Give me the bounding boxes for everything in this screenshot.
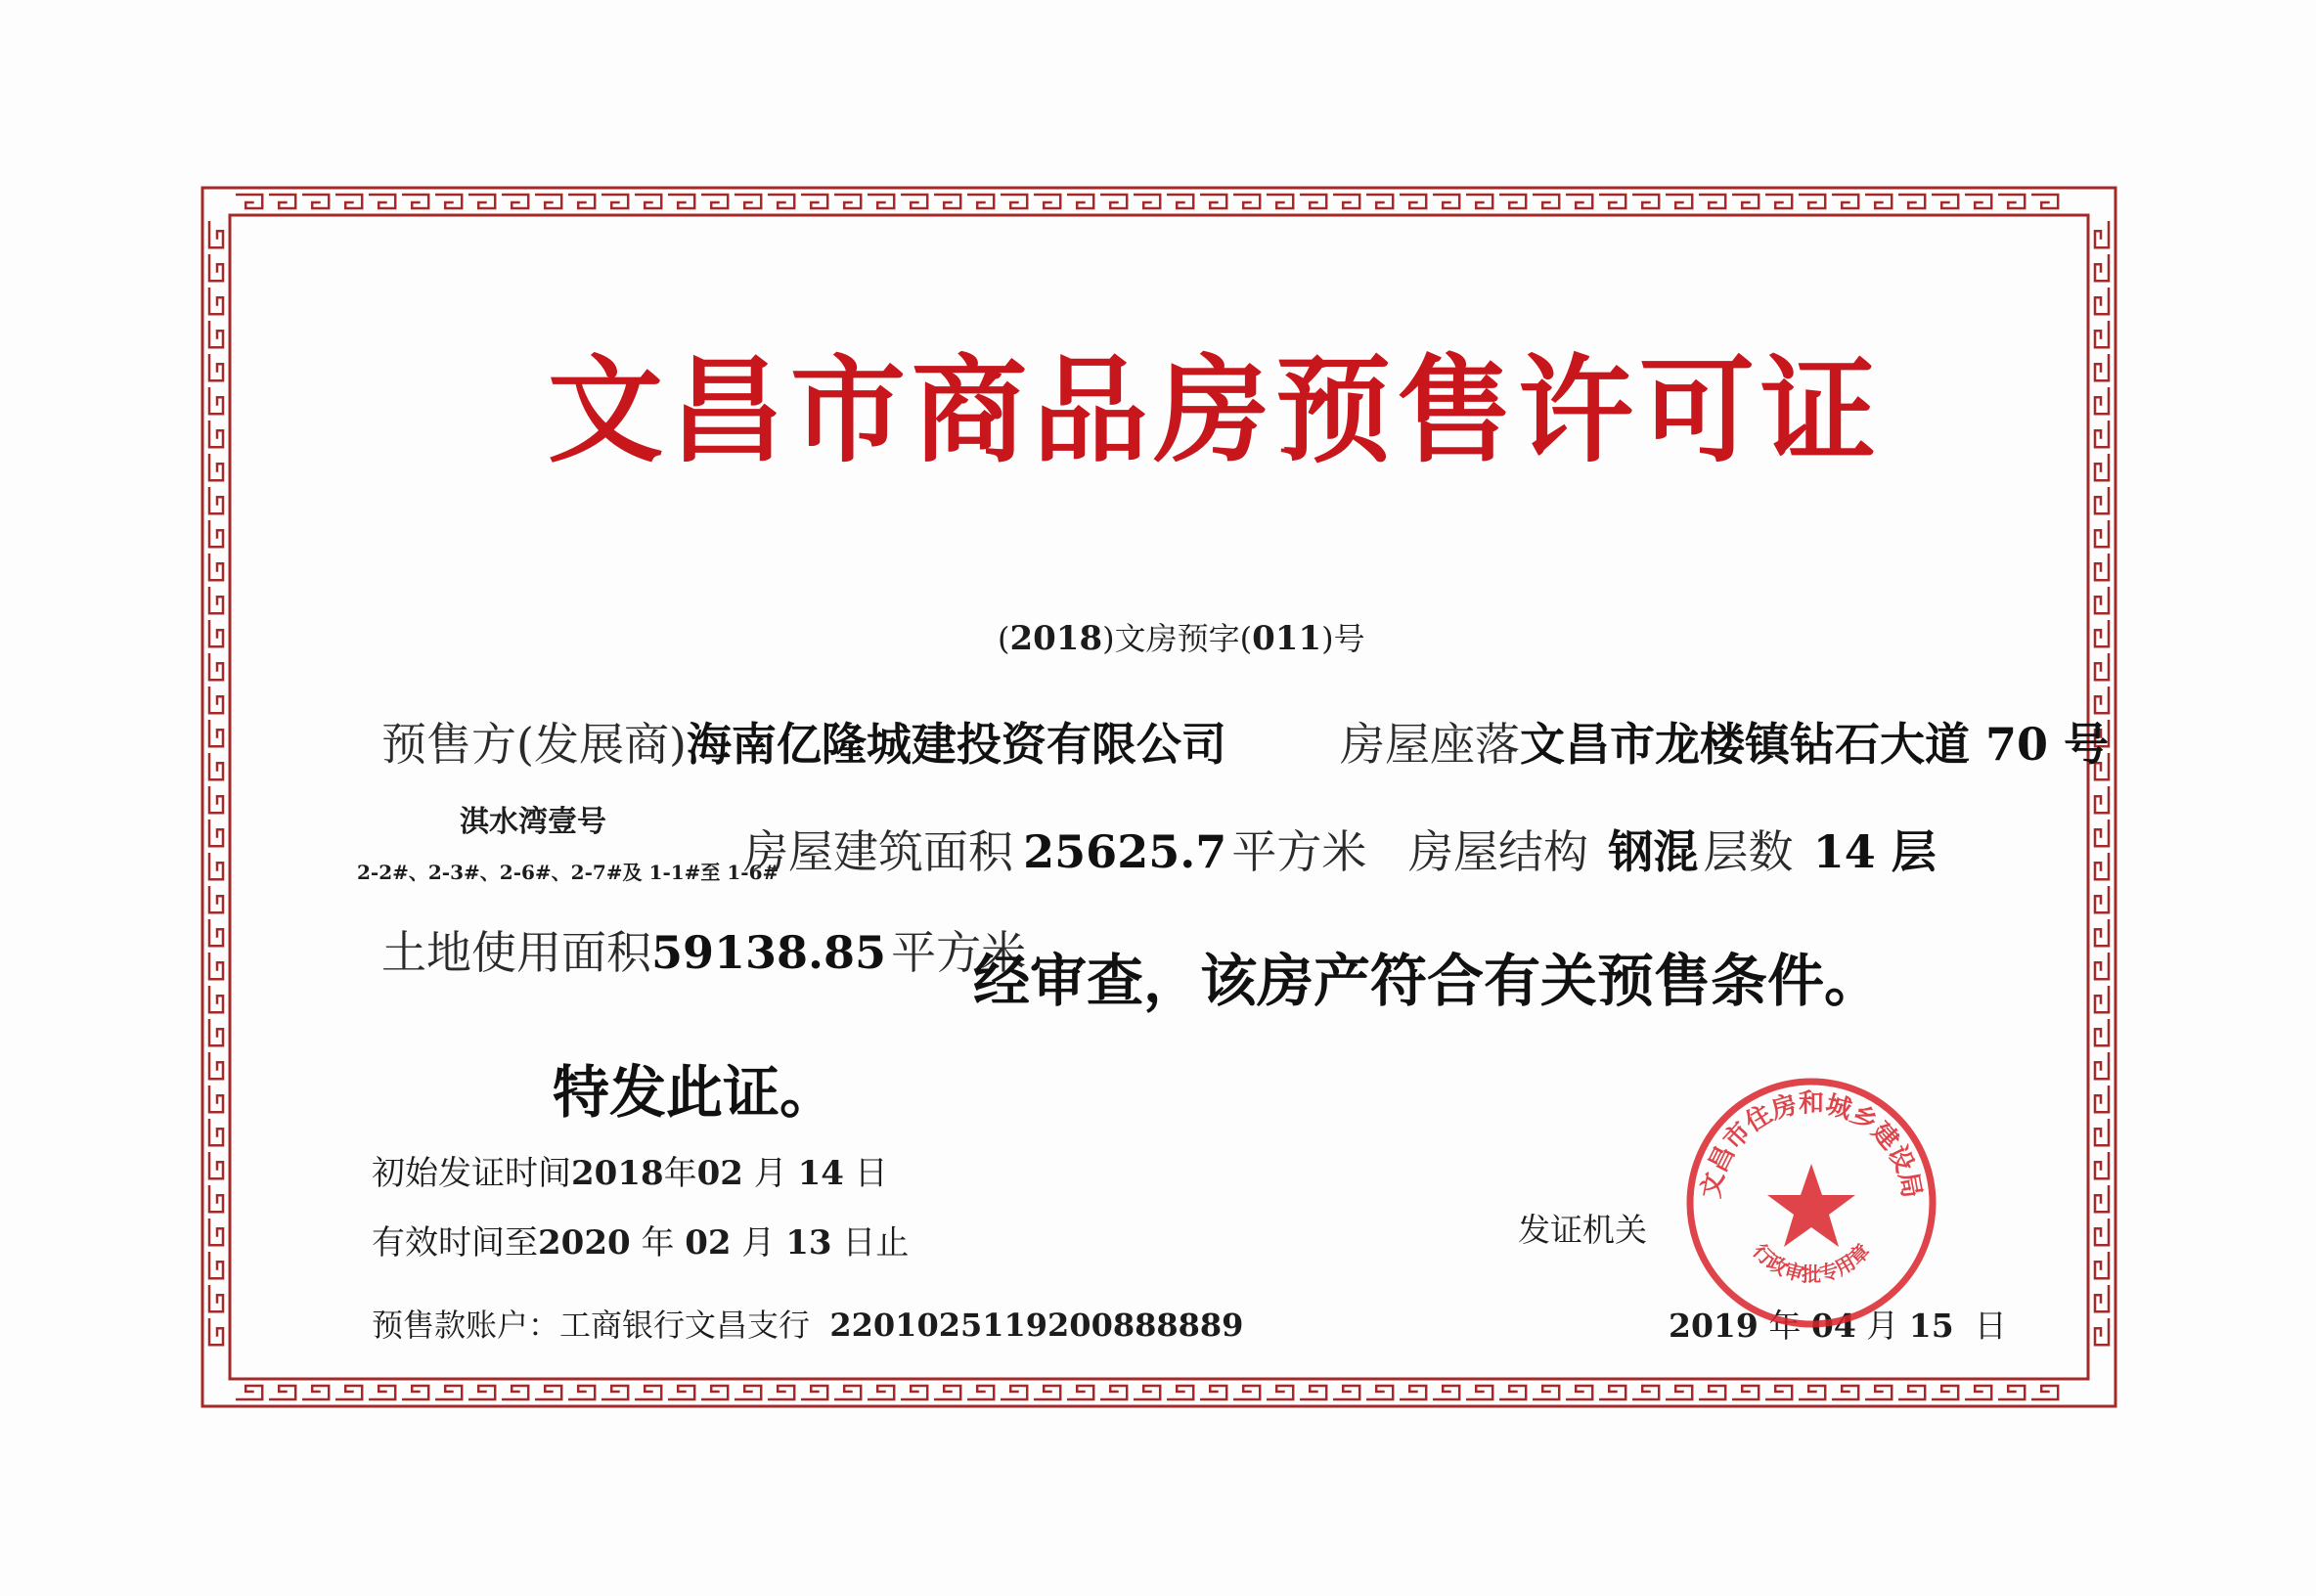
approval-statement: 经审查，该房产符合有关预售条件。 — [973, 948, 1882, 1014]
issue-date-month: 04 — [1810, 1307, 1856, 1345]
cert-no-year: 2018 — [1009, 619, 1103, 658]
valid-until-month-unit: 月 — [741, 1223, 776, 1263]
seal-outer-text: 文昌市住房和城乡建设局 — [1696, 1088, 1927, 1201]
floor-area-value: 25625.7 — [1023, 825, 1227, 878]
structure-row — [1408, 817, 1937, 881]
structure-label: 房屋结构 — [1408, 825, 1588, 878]
valid-until-month: 02 — [685, 1223, 732, 1263]
initial-date-day-unit: 日 — [854, 1154, 888, 1193]
valid-until-day-unit: 日止 — [842, 1223, 910, 1263]
valid-until-date — [372, 1216, 909, 1264]
valid-until-year: 2020 — [538, 1223, 631, 1263]
valid-until-year-unit: 年 — [641, 1223, 675, 1263]
seal-inner-text: 行政审批专用章 — [1748, 1239, 1875, 1287]
location-row — [1340, 709, 2109, 774]
developer-value: 海南亿隆城建投资有限公司 — [686, 718, 1226, 771]
issue-date-year-unit: 年 — [1768, 1307, 1802, 1345]
certificate-title: 文昌市商品房预售许可证 — [548, 343, 1883, 478]
issue-date-day-unit: 日 — [1974, 1307, 2007, 1345]
land-area-row — [381, 917, 1026, 982]
initial-date-day: 14 — [797, 1154, 844, 1193]
cert-no-number: 011 — [1252, 619, 1322, 658]
project-buildings: 2-2#、2-3#、2-6#、2-7#及 1-1#至 1-6# — [357, 861, 779, 884]
cert-no-open: ( — [998, 620, 1010, 657]
issue-date-day: 15 — [1908, 1307, 1954, 1345]
floor-area-unit: 平方米 — [1231, 825, 1367, 878]
issue-date-year: 2019 — [1669, 1307, 1759, 1345]
land-area-value: 59138.85 — [651, 926, 887, 979]
initial-date-year: 2018 — [571, 1154, 664, 1193]
valid-until-label: 有效时间至 — [372, 1223, 538, 1263]
floor-area-row — [743, 817, 1366, 881]
issuer-label: 发证机关 — [1518, 1211, 1647, 1249]
project-name: 淇水湾壹号 — [460, 805, 606, 839]
certificate-number — [998, 614, 1365, 659]
issue-date-month-unit: 月 — [1866, 1307, 1899, 1345]
floors-label: 层数 — [1703, 825, 1794, 878]
account-bank: 工商银行文昌支行 — [559, 1307, 811, 1344]
valid-until-day: 13 — [785, 1223, 832, 1263]
cert-no-prefix: )文房预字( — [1102, 620, 1253, 657]
seal-star-icon — [1767, 1164, 1855, 1247]
land-area-unit: 平方米 — [891, 926, 1027, 979]
initial-date-month-unit: 月 — [753, 1154, 787, 1193]
location-value: 文昌市龙楼镇钻石大道 70 号 — [1520, 718, 2110, 771]
initial-issue-date — [372, 1146, 888, 1194]
land-area-label: 土地使用面积 — [381, 926, 651, 979]
cert-no-suffix: )号 — [1321, 620, 1365, 657]
developer-row — [381, 709, 1226, 774]
floors-value: 14 层 — [1812, 825, 1937, 878]
presale-account — [372, 1301, 1243, 1346]
structure-value: 钢混 — [1608, 825, 1699, 878]
location-label: 房屋座落 — [1340, 718, 1520, 771]
floor-area-label: 房屋建筑面积 — [743, 825, 1013, 878]
initial-date-label: 初始发证时间 — [372, 1154, 571, 1193]
initial-date-month: 02 — [696, 1154, 743, 1193]
account-label: 预售款账户： — [372, 1307, 560, 1344]
grant-statement: 特发此证。 — [553, 1059, 837, 1126]
official-seal-stamp — [1684, 1076, 1938, 1330]
developer-label: 预售方(发展商) — [381, 718, 687, 771]
initial-date-year-unit: 年 — [663, 1154, 697, 1193]
account-number: 2201025119200888889 — [829, 1307, 1244, 1344]
